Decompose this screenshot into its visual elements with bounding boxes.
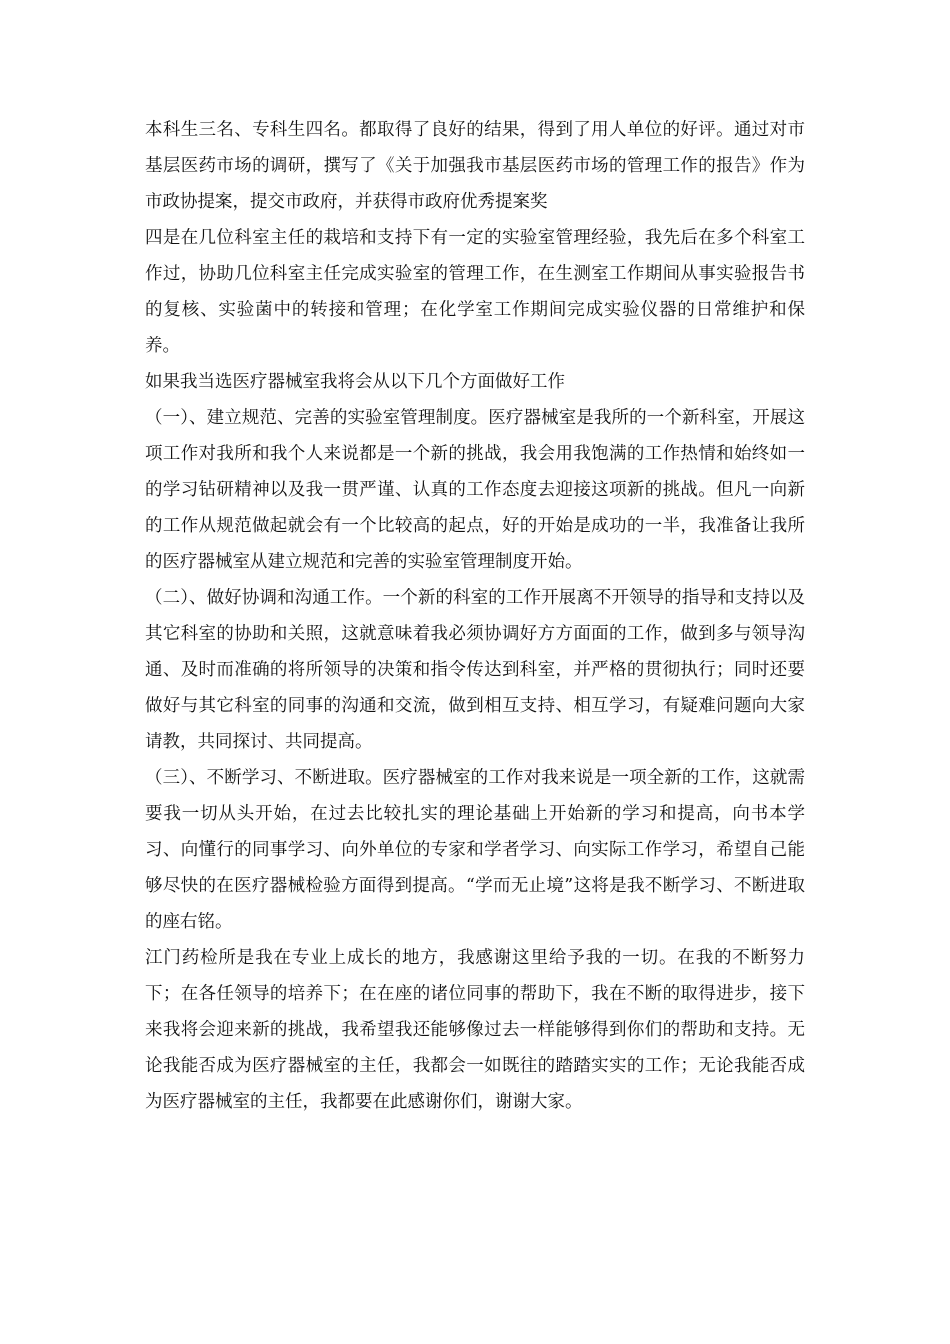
paragraph-plan-one-management-system: （一）、建立规范、完善的实验室管理制度。医疗器械室是我所的一个新科室，开展这项工作对我所和我个人来说都是一个新的挑战，我会用我饱满的工作热情和始终如一的学习钻研精神以及我一贯严谨、认真的工作态度去迎接这项新的挑战。但凡一向新的工作从规范做起就会有一个比较高的起点，好的开始是成功的一半，我准备让我所的医疗器械室从建立规范和完善的实验室管理制度开始。 <box>145 408 805 572</box>
paragraph-plan-two-coordination: （二）、做好协调和沟通工作。一个新的科室的工作开展离不开领导的指导和支持以及其它科室的协助和关照，这就意味着我必须协调好方方面面的工作，做到多与领导沟通、及时而准确的将所领导的决策和指令传达到科室，并严格的贯彻执行；同时还要做好与其它科室的同事的沟通和交流，做到相互支持、相互学习，有疑难问题向大家请教，共同探讨、共同提高。 <box>145 588 805 752</box>
paragraph-lab-management-experience: 四是在几位科室主任的栽培和支持下有一定的实验室管理经验，我先后在多个科室工作过，协助几位科室主任完成实验室的管理工作，在生测室工作期间从事实验报告书的复核、实验菌中的转接和管理；在化学室工作期间完成实验仪器的日常维护和保养。 <box>145 228 805 356</box>
paragraph-closing-thanks: 江门药检所是我在专业上成长的地方，我感谢这里给予我的一切。在我的不断努力下；在各任领导的培养下；在在座的诸位同事的帮助下，我在不断的取得进步，接下来我将会迎来新的挑战，我希望我还能够像过去一样能够得到你们的帮助和支持。无论我能否成为医疗器械室的主任，我都会一如既往的踏踏实实的工作；无论我能否成为医疗器械室的主任，我都要在此感谢你们，谢谢大家。 <box>145 948 805 1112</box>
paragraph-plan-three-learning: （三）、不断学习、不断进取。医疗器械室的工作对我来说是一项全新的工作，这就需要我一切从头开始，在过去比较扎实的理论基础上开始新的学习和提高，向书本学习、向懂行的同事学习、向外单位的专家和学者学习、向实际工作学习，希望自己能够尽快的在医疗器械检验方面得到提高。“学而无止境”这将是我不断学习、不断进取的座右铭。 <box>145 768 805 932</box>
paragraph-work-plan-intro: 如果我当选医疗器械室我将会从以下几个方面做好工作 <box>145 372 565 392</box>
paragraph-recruitment-results: 本科生三名、专科生四名。都取得了良好的结果，得到了用人单位的好评。通过对市基层医药市场的调研，撰写了《关于加强我市基层医药市场的管理工作的报告》作为市政协提案，提交市政府，并获得市政府优秀提案奖 <box>145 120 805 212</box>
document-body <box>145 112 805 1120</box>
